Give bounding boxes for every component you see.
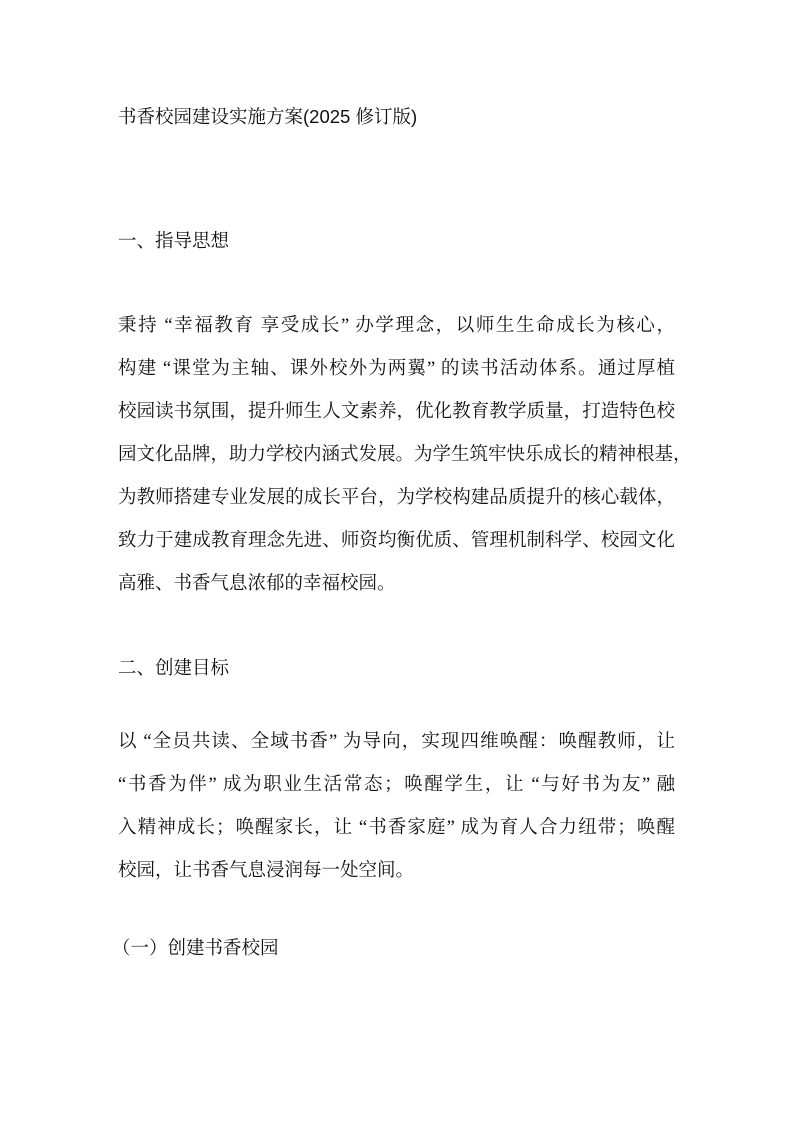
paragraph-line: 校园读书氛围，提升师生人文素养，优化教育教学质量，打造特色校 xyxy=(118,402,675,422)
subsection-heading: （一）创建书香校园 xyxy=(112,939,279,959)
section-heading: 二、创建目标 xyxy=(118,659,230,679)
paragraph-line: 园文化品牌，助力学校内涵式发展。为学生筑牢快乐成长的精神根基， xyxy=(118,445,692,465)
document-title: 书香校园建设实施方案(2025 修订版) xyxy=(118,106,418,127)
paragraph-line: 入精神成长；唤醒家长，让 “书香家庭” 成为育人合力纽带；唤醒 xyxy=(118,818,675,838)
paragraph-line: 以 “全员共读、全域书香” 为导向，实现四维唤醒：唤醒教师，让 xyxy=(118,732,675,752)
paragraph-line: 致力于建成教育理念先进、师资均衡优质、管理机制科学、校园文化 xyxy=(118,531,675,551)
section-heading: 一、指导思想 xyxy=(118,232,230,252)
paragraph-line: 校园，让书香气息浸润每一处空间。 xyxy=(118,861,415,881)
paragraph-line: 秉持 “幸福教育 享受成长” 办学理念，以师生生命成长为核心， xyxy=(118,316,675,336)
paragraph-line: “书香为伴” 成为职业生活常态；唤醒学生，让 “与好书为友” 融 xyxy=(118,775,675,795)
paragraph-line: 为教师搭建专业发展的成长平台，为学校构建品质提升的核心载体， xyxy=(118,488,675,508)
paragraph-line: 构建 “课堂为主轴、课外校外为两翼” 的读书活动体系。通过厚植 xyxy=(118,359,675,379)
paragraph-line: 高雅、书香气息浓郁的幸福校园。 xyxy=(118,574,396,594)
